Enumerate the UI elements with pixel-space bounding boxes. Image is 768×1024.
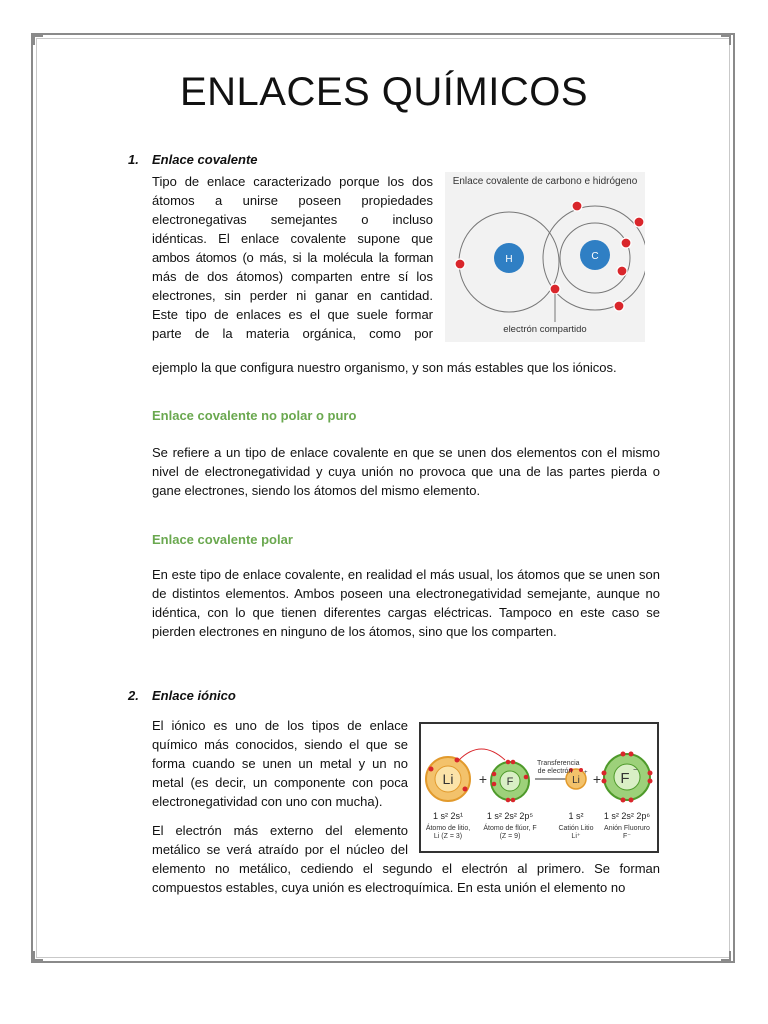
section-number: 2.	[128, 688, 139, 703]
electron	[634, 217, 644, 227]
text-line: átomos a unirse poseen propiedades	[152, 193, 433, 208]
corner-ornament	[721, 35, 731, 45]
atom-label: F	[506, 776, 514, 788]
section-1-heading	[128, 152, 258, 167]
ionic-paragraph-1: El iónico es uno de los tipos de enlace químico más conocidos, siendo el que se forma cuando se unen un metal y un no metal (es decir, un componente con poca electronegatividad con uno con mucha).	[152, 718, 408, 809]
text-line: metálico se verá atraído por el núcleo del	[152, 842, 408, 857]
ionic-paragraph-2-rest: elemento no metálico, cediendo el segundo el electrón al primero. Se forman compuestos estables, cuya unión es electroquímica. En esta unión el elemento no	[152, 861, 660, 895]
atom-label: Li	[442, 771, 454, 787]
ion-charge: −	[633, 765, 638, 774]
ion-label: Li	[572, 775, 580, 786]
section-title: Enlace covalente	[152, 152, 258, 167]
atom-description: Anión Fluoruro F⁻	[604, 825, 650, 840]
section-1-paragraph	[152, 172, 433, 343]
electron	[511, 798, 516, 803]
section-1-last-line: ejemplo la que configura nuestro organismo, y son más estables que los iónicos.	[152, 360, 617, 375]
text-line: electronegativas semejantes o incluso	[152, 212, 433, 227]
covalent-bond-diagram	[445, 172, 645, 342]
ion-label: F	[620, 770, 630, 787]
plus-sign: +	[592, 771, 602, 787]
corner-ornament	[721, 951, 731, 961]
polar-paragraph: En este tipo de enlace covalente, en realidad el más usual, los átomos que se unen son de distintos elementos. Ambos poseen una electronegatividad semejante, aunque no idéntica, con lo que tienen diferentes cargas eléctricas. Tampoco en este caso se pierden electrones en ninguno de los átomos, sino que los comparten.	[152, 567, 660, 639]
electron	[463, 787, 468, 792]
electron	[455, 259, 465, 269]
electron	[648, 779, 653, 784]
electron	[429, 767, 434, 772]
electron	[511, 760, 516, 765]
electron-config: 1 s² 2s² 2p⁵	[486, 811, 534, 821]
electron	[621, 752, 626, 757]
electron	[602, 771, 607, 776]
nonpolar-paragraph: Se refiere a un tipo de enlace covalente en que se unen dos elementos con el mismo nivel de electronegatividad y cuya unión no provoca que una de las partes pierda o gane electrones, siendo los átomos del mismo elemento.	[152, 445, 660, 498]
ionic-paragraph-2-start	[152, 821, 408, 859]
document-title: ENLACES QUÍMICOS	[179, 70, 589, 114]
electron	[455, 758, 460, 763]
electron	[492, 782, 497, 787]
text-line: más de dos átomos) comparten entre sí los	[152, 269, 433, 284]
electron	[506, 798, 511, 803]
corner-ornament	[33, 35, 43, 45]
ionic-bond-figure	[419, 722, 659, 853]
subheading-nonpolar: Enlace covalente no polar o puro	[152, 408, 357, 423]
atom-description: Átomo de flúor, F (Z = 9)	[483, 825, 537, 840]
text-line: El electrón más externo del elemento	[152, 823, 408, 838]
corner-ornament	[33, 951, 43, 961]
text-line: idénticas. El enlace covalente supone que	[152, 231, 433, 246]
electron	[579, 768, 583, 772]
electron	[629, 752, 634, 757]
electron	[621, 238, 631, 248]
ion-charge: +	[584, 770, 588, 776]
section-2-heading	[128, 688, 236, 703]
electron	[629, 798, 634, 803]
covalent-bond-figure	[445, 172, 645, 342]
atom-label: C	[591, 251, 599, 262]
subheading-polar: Enlace covalente polar	[152, 532, 293, 547]
figure-caption: Enlace covalente de carbono e hidrógeno	[452, 176, 638, 187]
electron	[621, 798, 626, 803]
electron	[572, 201, 582, 211]
electron	[524, 775, 529, 780]
electron	[506, 760, 511, 765]
text-line: parte de la materia orgánica, como por	[152, 326, 433, 341]
atom-description: Catión Litio Li⁺	[558, 825, 594, 840]
plus-sign: +	[478, 771, 488, 787]
electron-config: 1 s² 2s¹	[432, 811, 463, 821]
shared-electron	[550, 284, 560, 294]
shared-electron-label: electrón compartido	[503, 324, 587, 335]
arrow-label: Transferencia de electrón	[537, 760, 580, 775]
electron	[648, 771, 653, 776]
electron	[617, 266, 627, 276]
electron-config: 1 s² 2s² 2p⁶	[603, 811, 651, 821]
text-line: ambos átomos (o más, si la molécula la forman	[152, 250, 433, 265]
electron-config: 1 s²	[568, 811, 584, 821]
electron	[602, 779, 607, 784]
section-title: Enlace iónico	[152, 688, 236, 703]
atom-description: Átomo de litio, Li (Z = 3)	[425, 825, 471, 840]
section-number: 1.	[128, 152, 139, 167]
text-line: Tipo de enlace caracterizado porque los dos	[152, 174, 433, 189]
electron	[492, 772, 497, 777]
atom-label: H	[505, 254, 513, 265]
electron	[614, 301, 624, 311]
text-line: electrones, sin perder ni ganar en cantidad.	[152, 288, 433, 303]
transfer-arrow	[459, 749, 505, 760]
text-line: Este tipo de enlaces es el que suele formar	[152, 307, 433, 322]
